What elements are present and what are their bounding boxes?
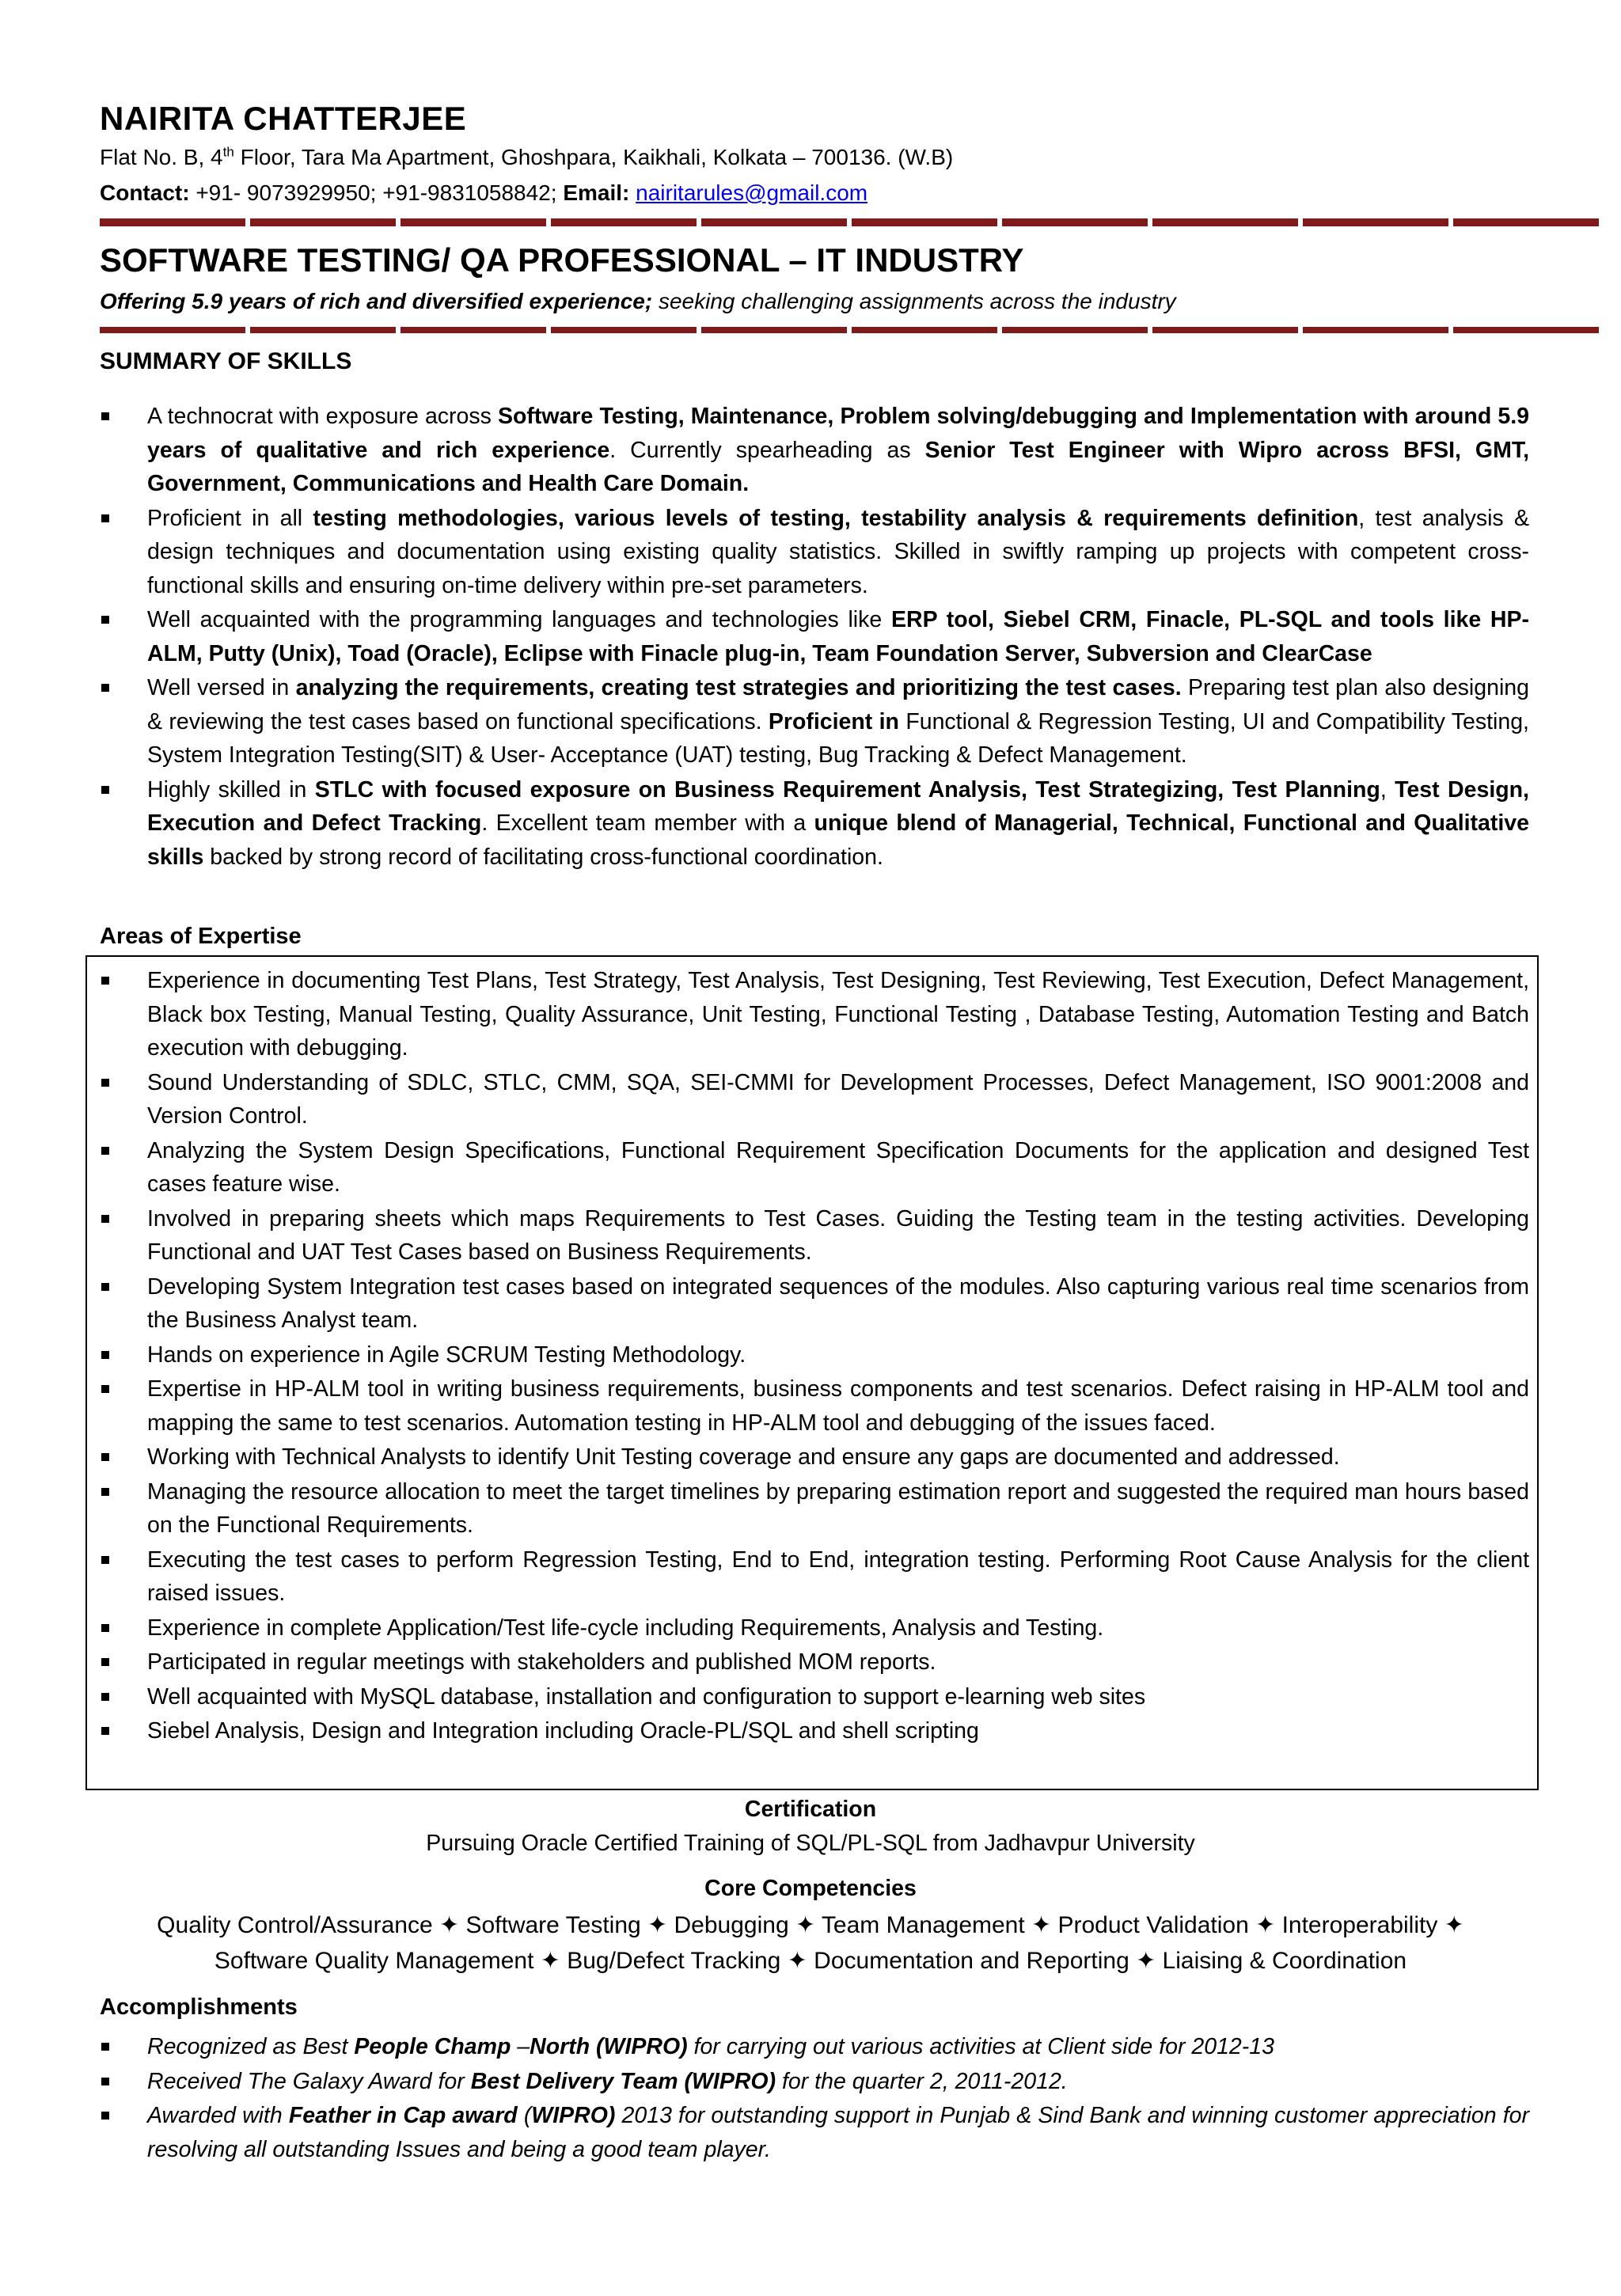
summary-text-run: Well versed in: [147, 675, 296, 700]
accomplishments-item: [100, 2099, 1529, 2166]
professional-headline: SOFTWARE TESTING/ QA PROFESSIONAL – IT INDUSTRY: [100, 241, 1024, 279]
competencies-line-2: Software Quality Management ✦ Bug/Defect Tracking ✦ Documentation and Reporting ✦ Liaising & Coordination: [214, 1948, 1407, 1974]
divider-rule: [100, 218, 1599, 226]
certification-text: Pursuing Oracle Certified Training of SQL/PL-SQL from Jadhavpur University: [426, 1831, 1195, 1856]
expertise-item: Working with Technical Analysts to identify Unit Testing coverage and ensure any gaps are documented and addressed.: [100, 1440, 1529, 1474]
address: [100, 145, 953, 170]
candidate-name: NAIRITA CHATTERJEE: [100, 100, 467, 137]
accomplishments-text-run: for carrying out various activities at Client side for 2012-13: [687, 2034, 1274, 2059]
expertise-item: Managing the resource allocation to meet the target timelines by preparing estimation report and suggested the required man hours based on the Functional Requirements.: [100, 1475, 1529, 1543]
summary-text-run: Well acquainted with the programming languages and technologies like: [147, 607, 891, 632]
summary-title: SUMMARY OF SKILLS: [100, 348, 352, 374]
accomplishments-item: [100, 2065, 1529, 2099]
summary-text-run: Functional & Regression Testing, UI and Compatibility Testing, System Integration Testing(SIT) & User- Acceptance (UAT) testing, Bug Tracking & Defect Management.: [147, 708, 1529, 768]
accomplishments-text-run: Best Delivery Team (WIPRO): [470, 2068, 776, 2094]
expertise-item: Participated in regular meetings with stakeholders and published MOM reports.: [100, 1645, 1529, 1679]
summary-item: [100, 502, 1529, 603]
summary-text-run: analyzing the requirements, creating test strategies and prioritizing the test cases.: [295, 675, 1182, 700]
accomplishments-text-run: Feather in Cap award: [288, 2103, 518, 2128]
summary-text-run: ERP tool, Siebel CRM, Finacle, PL-SQL and tools like HP-ALM, Putty (Unix), Toad (Oracle), Eclipse with Finacle plug-in, Team Foundation Server, Subversion and ClearCase: [147, 607, 1529, 666]
competencies-title: Core Competencies: [704, 1876, 917, 1901]
contact-label: Contact:: [100, 180, 190, 205]
summary-text-run: A technocrat with exposure across: [147, 404, 499, 429]
accomplishments-text-run: (: [517, 2103, 532, 2128]
summary-text-run: Senior Test Engineer with Wipro across BFSI, GMT, Government, Communications and Health Care Domain.: [147, 437, 1530, 496]
expertise-item: Siebel Analysis, Design and Integration including Oracle-PL/SQL and shell scripting: [100, 1714, 1529, 1748]
accomplishments-title: Accomplishments: [100, 1994, 298, 2020]
certification-title: Certification: [744, 1797, 877, 1822]
tagline: [100, 289, 1176, 314]
expertise-item: Sound Understanding of SDLC, STLC, CMM, SQA, SEI-CMMI for Development Processes, Defect Management, ISO 9001:2008 and Version Control.: [100, 1066, 1529, 1133]
contact-line: [100, 180, 867, 206]
address-superscript: th: [222, 144, 234, 160]
expertise-item: Analyzing the System Design Specifications, Functional Requirement Specification Documents for the application and designed Test cases feature wise.: [100, 1134, 1529, 1201]
accomplishments-text-run: Received The Galaxy Award for: [147, 2068, 471, 2094]
divider-rule: [100, 327, 1599, 333]
summary-text-run: , test analysis & design techniques and documentation using existing quality statistics. Skilled in swiftly ramping up projects with competent cross-functional skills and ensuring on-time delivery within pre-set parameters.: [147, 505, 1529, 598]
accomplishments-text-run: WIPRO): [531, 2103, 616, 2128]
accomplishments-item: [100, 2030, 1529, 2064]
summary-text-run: Test Design, Execution and Defect Tracking: [147, 776, 1529, 836]
accomplishments-text-run: People Champ: [354, 2034, 511, 2059]
expertise-item: Executing the test cases to perform Regression Testing, End to End, integration testing. Performing Root Cause Analysis for the client raised issues.: [100, 1543, 1529, 1611]
expertise-item: Developing System Integration test cases based on integrated sequences of the modules. Also capturing various real time scenarios from the Business Analyst team.: [100, 1270, 1529, 1338]
expertise-item: Involved in preparing sheets which maps Requirements to Test Cases. Guiding the Testing team in the testing activities. Developing Functional and UAT Test Cases based on Business Requirements.: [100, 1202, 1529, 1269]
summary-text-run: backed by strong record of facilitating cross-functional coordination.: [203, 844, 883, 870]
address-end: Floor, Tara Ma Apartment, Ghoshpara, Kaikhali, Kolkata – 700136. (W.B): [233, 145, 954, 169]
summary-text-run: Preparing test plan also designing & reviewing the test cases based on functional specifications.: [147, 675, 1529, 734]
expertise-item: Experience in documenting Test Plans, Test Strategy, Test Analysis, Test Designing, Test Reviewing, Test Execution, Defect Management, Black box Testing, Manual Testing, Quality Assurance, Unit Testing, Functional Testing , Database Testing, Automation Testing and Batch execution with debugging.: [100, 964, 1529, 1065]
summary-text-run: ,: [1380, 776, 1395, 803]
summary-text-run: Proficient in: [768, 708, 899, 734]
summary-item: [100, 773, 1529, 875]
accomplishments-list: [100, 2030, 1529, 2167]
summary-text-run: testing methodologies, various levels of testing, testability analysis & requirements definition: [313, 505, 1359, 531]
summary-list: [100, 400, 1529, 875]
accomplishments-text-run: 2013 for outstanding support in Punjab & Sind Bank and winning customer appreciation for resolving all outstanding Issues and being a good team player.: [147, 2103, 1529, 2162]
expertise-item: Expertise in HP-ALM tool in writing business requirements, business components and test scenarios. Defect raising in HP-ALM tool and mapping the same to test scenarios. Automation testing in HP-ALM tool and debugging of the issues faced.: [100, 1372, 1529, 1440]
tagline-rest: seeking challenging assignments across the industry: [652, 289, 1176, 313]
accomplishments-text-run: Recognized as Best: [147, 2034, 355, 2059]
accomplishments-text-run: for the quarter 2, 2011-2012.: [776, 2068, 1068, 2094]
expertise-list: [100, 964, 1529, 1749]
accomplishments-text-run: Awarded with: [147, 2103, 289, 2128]
summary-text-run: Software Testing, Maintenance, Problem solving/debugging and Implementation with around 5.9 years of qualitative and rich experience: [147, 404, 1529, 463]
summary-text-run: Highly skilled in: [147, 776, 315, 803]
accomplishments-text-run: –: [511, 2034, 530, 2059]
expertise-title: Areas of Expertise: [100, 924, 302, 949]
phone-numbers: +91- 9073929950; +91-9831058842;: [189, 180, 564, 205]
summary-text-run: Proficient in all: [147, 505, 313, 531]
expertise-item: Hands on experience in Agile SCRUM Testing Methodology.: [100, 1338, 1529, 1372]
address-start: Flat No. B, 4: [100, 145, 223, 169]
competencies-line-1: Quality Control/Assurance ✦ Software Testing ✦ Debugging ✦ Team Management ✦ Product Validation ✦ Interoperability ✦: [157, 1912, 1464, 1938]
email-label: Email:: [563, 180, 630, 205]
accomplishments-text-run: North (WIPRO): [530, 2034, 688, 2059]
email-link[interactable]: nairitarules@gmail.com: [636, 180, 868, 205]
expertise-item: Well acquainted with MySQL database, installation and configuration to support e-learning web sites: [100, 1680, 1529, 1714]
summary-text-run: STLC with focused exposure on Business Requirement Analysis, Test Strategizing, Test Planning: [314, 776, 1380, 803]
summary-text-run: . Currently spearheading as: [609, 437, 925, 463]
summary-item: [100, 400, 1529, 501]
summary-item: [100, 671, 1529, 772]
tagline-bold: Offering 5.9 years of rich and diversified experience;: [100, 289, 653, 313]
expertise-item: Experience in complete Application/Test life-cycle including Requirements, Analysis and Testing.: [100, 1611, 1529, 1645]
summary-item: [100, 603, 1529, 670]
summary-text-run: unique blend of Managerial, Technical, Functional and Qualitative skills: [147, 810, 1529, 870]
summary-text-run: . Excellent team member with a: [481, 810, 814, 836]
